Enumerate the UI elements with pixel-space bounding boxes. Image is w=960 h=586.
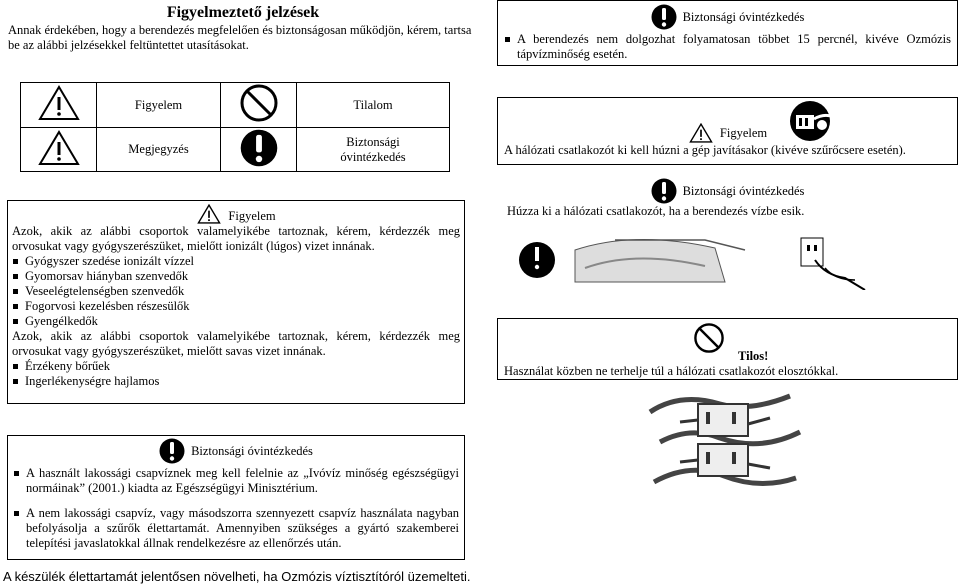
warning-triangle-icon [688, 123, 714, 143]
list-item: Gyomorsav hiányban szenvedők [12, 269, 460, 284]
water-text: Húzza ki a hálózati csatlakozót, ha a berendezés vízbe esik. [507, 204, 805, 218]
header [8, 4, 478, 53]
tapwater-title: Biztonsági óvintézkedés [191, 443, 313, 458]
exclamation-icon [651, 4, 677, 30]
groups-list1 [12, 254, 460, 329]
legend-safety-line2: óvintézkedés [340, 149, 406, 164]
groups-para2: Azok, akik az alábbi csoportok valamelyikébe tartoznak, kérem, kérdezzék meg orvosukat vagy gyógyszerészüket, mielőtt savas vizet innának. [12, 329, 460, 358]
unplug-title-row [504, 123, 951, 143]
list-item: Fogorvosi kezelésben részesülők [12, 299, 460, 314]
unplug-plug-icon [788, 99, 838, 143]
box-tap-water [7, 435, 465, 560]
legend-note-symbol [21, 128, 97, 172]
list-item: Gyengélkedők [12, 314, 460, 329]
tapwater-item1: A használt lakossági csapvíznek meg kell felelnie az „Ivóvíz minőség egészségügyi normáinak” (2001.) kiadta az Egészségügyi Minisztérium. [13, 466, 459, 496]
water-title: Biztonsági óvintézkedés [682, 183, 805, 198]
list-item: Érzékeny bőrűek [12, 359, 460, 374]
symbol-legend [20, 82, 450, 172]
box-water-drop [497, 178, 958, 290]
list-item: Ingerlékenységre hajlamos [12, 374, 460, 389]
legend-safety-line1: Biztonsági [346, 134, 400, 149]
legend-prohibition-label: Tilalom [297, 83, 450, 128]
box-title-row [504, 4, 951, 30]
box-runtime-limit [497, 0, 958, 66]
box-title: Biztonsági óvintézkedés [682, 9, 805, 24]
list-item: Gyógyszer szedése ionizált vízzel [12, 254, 460, 269]
groups-list2 [12, 359, 460, 389]
prohibition-icon [239, 83, 279, 123]
box-health-groups [7, 200, 465, 404]
overload-text: Használat közben ne terhelje túl a hálózati csatlakozót elosztókkal. [504, 364, 839, 378]
overloaded-socket-illustration [640, 382, 810, 502]
exclamation-icon [159, 438, 185, 464]
box-overload [497, 318, 958, 380]
groups-title-row [12, 203, 460, 224]
runtime-limit-text: A berendezés nem dolgozhat folyamatosan többet 15 percnél, kivéve Ozmózis tápvízminőség esetén. [504, 32, 951, 62]
page-title: Figyelmeztető jelzések [166, 4, 320, 21]
tapwater-title-row [13, 438, 459, 464]
legend-safety-symbol [221, 128, 297, 172]
tapwater-item2: A nem lakossági csapvíz, vagy másodszorra szennyezett csapvíz használata nagyban befolyásolja a szűrők élettartamát. Amennyiben szükséges a gyártó szakemberei telepítési javaslatokkal állnak rendelkezésre az ellenőrzés után. [13, 506, 459, 551]
list-item: Veseelégtelenségben szenvedők [12, 284, 460, 299]
box-unplug [497, 97, 958, 165]
warning-triangle-icon [196, 204, 222, 224]
water-illustration [515, 220, 945, 290]
footer-note: A készülék élettartamát jelentősen növelheti, ha Ozmózis víztisztítóról üzemelteti. [3, 569, 471, 584]
legend-safety-label [297, 128, 450, 172]
warning-triangle-icon [38, 85, 80, 121]
water-title-row [503, 178, 952, 204]
legend-prohibition-symbol [221, 83, 297, 128]
note-triangle-icon [38, 130, 80, 166]
exclamation-icon [240, 129, 278, 167]
legend-note-label: Megjegyzés [97, 128, 221, 172]
unplug-title: Figyelem [719, 125, 768, 140]
legend-warning-symbol [21, 83, 97, 128]
exclamation-icon [651, 178, 677, 204]
overload-title: Tilos! [738, 349, 769, 363]
intro-text: Annak érdekében, hogy a berendezés megfelelően és biztonságosan működjön, kérem, tartsa be az alábbi jelzésekkel feltüntettet utasításokat. [8, 23, 472, 52]
groups-para1: Azok, akik az alábbi csoportok valamelyikébe tartoznak, kérem, kérdezzék meg orvosukat vagy gyógyszerészüket, mielőtt ionizált (lúgos) vizet innának. [12, 224, 460, 253]
unplug-text: A hálózati csatlakozót ki kell húzni a gép javításakor (kivéve szűrőcsere esetén). [504, 143, 906, 157]
prohibition-icon [693, 322, 725, 354]
groups-title: Figyelem [228, 209, 276, 223]
legend-warning-label: Figyelem [97, 83, 221, 128]
